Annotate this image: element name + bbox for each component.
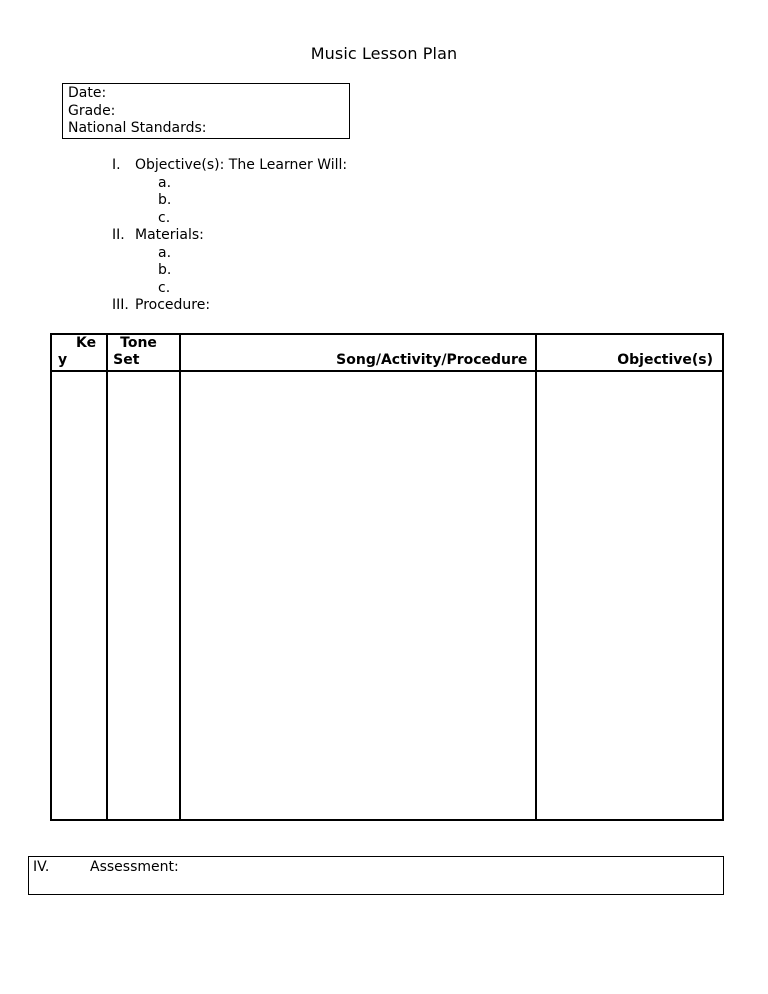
song-activity-cell[interactable] [180, 371, 536, 820]
material-item-c: c. [158, 280, 171, 296]
table-header-row [51, 334, 723, 371]
page-title: Music Lesson Plan [310, 44, 458, 63]
assessment-label: Assessment: [90, 859, 179, 875]
header-tone-set [107, 334, 180, 371]
section-heading-objectives: Objective(s): The Learner Will: [135, 157, 348, 173]
procedure-table [50, 333, 724, 821]
section-number-objectives: I. [112, 157, 121, 173]
assessment-box [28, 856, 724, 895]
objectives-cell[interactable] [536, 371, 723, 820]
section-number-procedure: III. [112, 297, 129, 313]
objective-item-c: c. [158, 210, 171, 226]
header-tone-line1: Tone [120, 335, 157, 351]
header-key-line2: y [58, 352, 68, 368]
material-item-a: a. [158, 245, 172, 261]
section-heading-materials: Materials: [135, 227, 204, 243]
header-song-activity-procedure: Song/Activity/Procedure [180, 334, 536, 371]
grade-label: Grade: [68, 102, 116, 119]
key-cell[interactable] [51, 371, 107, 820]
header-info-box [62, 83, 350, 139]
section-number-assessment: IV. [33, 859, 50, 875]
procedure-table-container [50, 333, 724, 821]
header-key-line1: Ke [76, 335, 97, 351]
section-number-materials: II. [112, 227, 125, 243]
tone-set-cell[interactable] [107, 371, 180, 820]
section-heading-procedure: Procedure: [135, 297, 211, 313]
header-tone-line2: Set [113, 352, 140, 368]
objective-item-a: a. [158, 175, 172, 191]
national-standards-label: National Standards: [68, 120, 207, 136]
header-key [51, 334, 107, 371]
objective-item-b: b. [158, 192, 172, 208]
header-objectives: Objective(s) [536, 334, 723, 371]
material-item-b: b. [158, 262, 172, 278]
table-row [51, 371, 723, 820]
date-label: Date: [68, 85, 107, 101]
